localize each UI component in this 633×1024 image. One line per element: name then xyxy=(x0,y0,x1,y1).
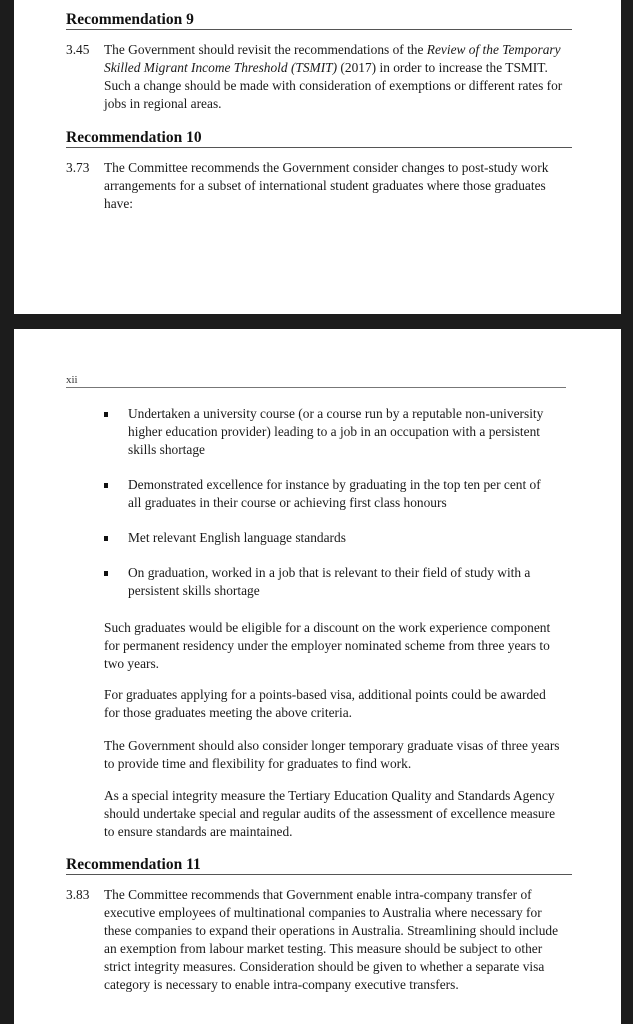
paragraph-number: 3.45 xyxy=(66,42,90,57)
bullet-icon xyxy=(104,571,108,576)
document-page-top xyxy=(14,0,621,314)
paragraph-text: The Government should revisit the recommendations of the Review of the Temporary Skilled Migrant Income Threshold (TSMIT) (2017) in order to increase the TSMIT. Such a change should be made with consideration of exemptions or different rates for jobs in regional areas. xyxy=(104,42,563,111)
page-number: xii xyxy=(66,374,78,386)
recommendation-9-heading: Recommendation 9 xyxy=(66,10,572,30)
paragraph-number: 3.73 xyxy=(66,160,90,175)
header-rule xyxy=(66,387,566,388)
paragraph-number: 3.83 xyxy=(66,887,90,902)
bullet-icon xyxy=(104,536,108,541)
recommendation-10-paragraph xyxy=(66,159,566,213)
body-paragraph: The Government should also consider longer temporary graduate visas of three years to provide time and flexibility for graduates to find work. xyxy=(104,738,560,771)
body-paragraph: As a special integrity measure the Tertiary Education Quality and Standards Agency should undertake special and regular audits of the assessment of excellence measure to ensure standards are maintained. xyxy=(104,788,556,839)
criteria-list xyxy=(104,405,554,617)
recommendation-9-paragraph xyxy=(66,41,566,113)
bullet-icon xyxy=(104,412,108,417)
list-item: Demonstrated excellence for instance by graduating in the top ten per cent of all graduates in their course or achieving first class honours xyxy=(104,476,554,512)
paragraph-text: The Committee recommends the Government consider changes to post-study work arrangements for a subset of international student graduates where those graduates have: xyxy=(104,160,549,211)
list-item: On graduation, worked in a job that is relevant to their field of study with a persistent skills shortage xyxy=(104,564,554,600)
report-title: Review of the Temporary Skilled Migrant Income Threshold (TSMIT) xyxy=(104,42,561,75)
recommendation-11-paragraph xyxy=(66,886,566,994)
document-page-bottom xyxy=(14,329,621,1024)
paragraph-text: The Committee recommends that Government enable intra-company transfer of executive employees of multinational companies to Australia where necessary for these companies to expand their operations in Australia. Streamlining should include an exemption from labour market testing. This measure should be subject to other strict integrity measures. Consideration should be given to whether a separate visa category is necessary to enable intra-company executive transfers. xyxy=(104,887,559,992)
list-item: Undertaken a university course (or a course run by a reputable non-university higher education provider) leading to a job in an occupation with a persistent skills shortage xyxy=(104,405,554,459)
list-item: Met relevant English language standards xyxy=(104,529,554,547)
body-paragraph: For graduates applying for a points-based visa, additional points could be awarded for those graduates meeting the above criteria. xyxy=(104,687,546,720)
bullet-icon xyxy=(104,483,108,488)
body-paragraph: Such graduates would be eligible for a discount on the work experience component for permanent residency under the employer nominated scheme from three years to two years. xyxy=(104,620,551,671)
recommendation-11-heading: Recommendation 11 xyxy=(66,855,572,875)
recommendation-10-heading: Recommendation 10 xyxy=(66,128,572,148)
